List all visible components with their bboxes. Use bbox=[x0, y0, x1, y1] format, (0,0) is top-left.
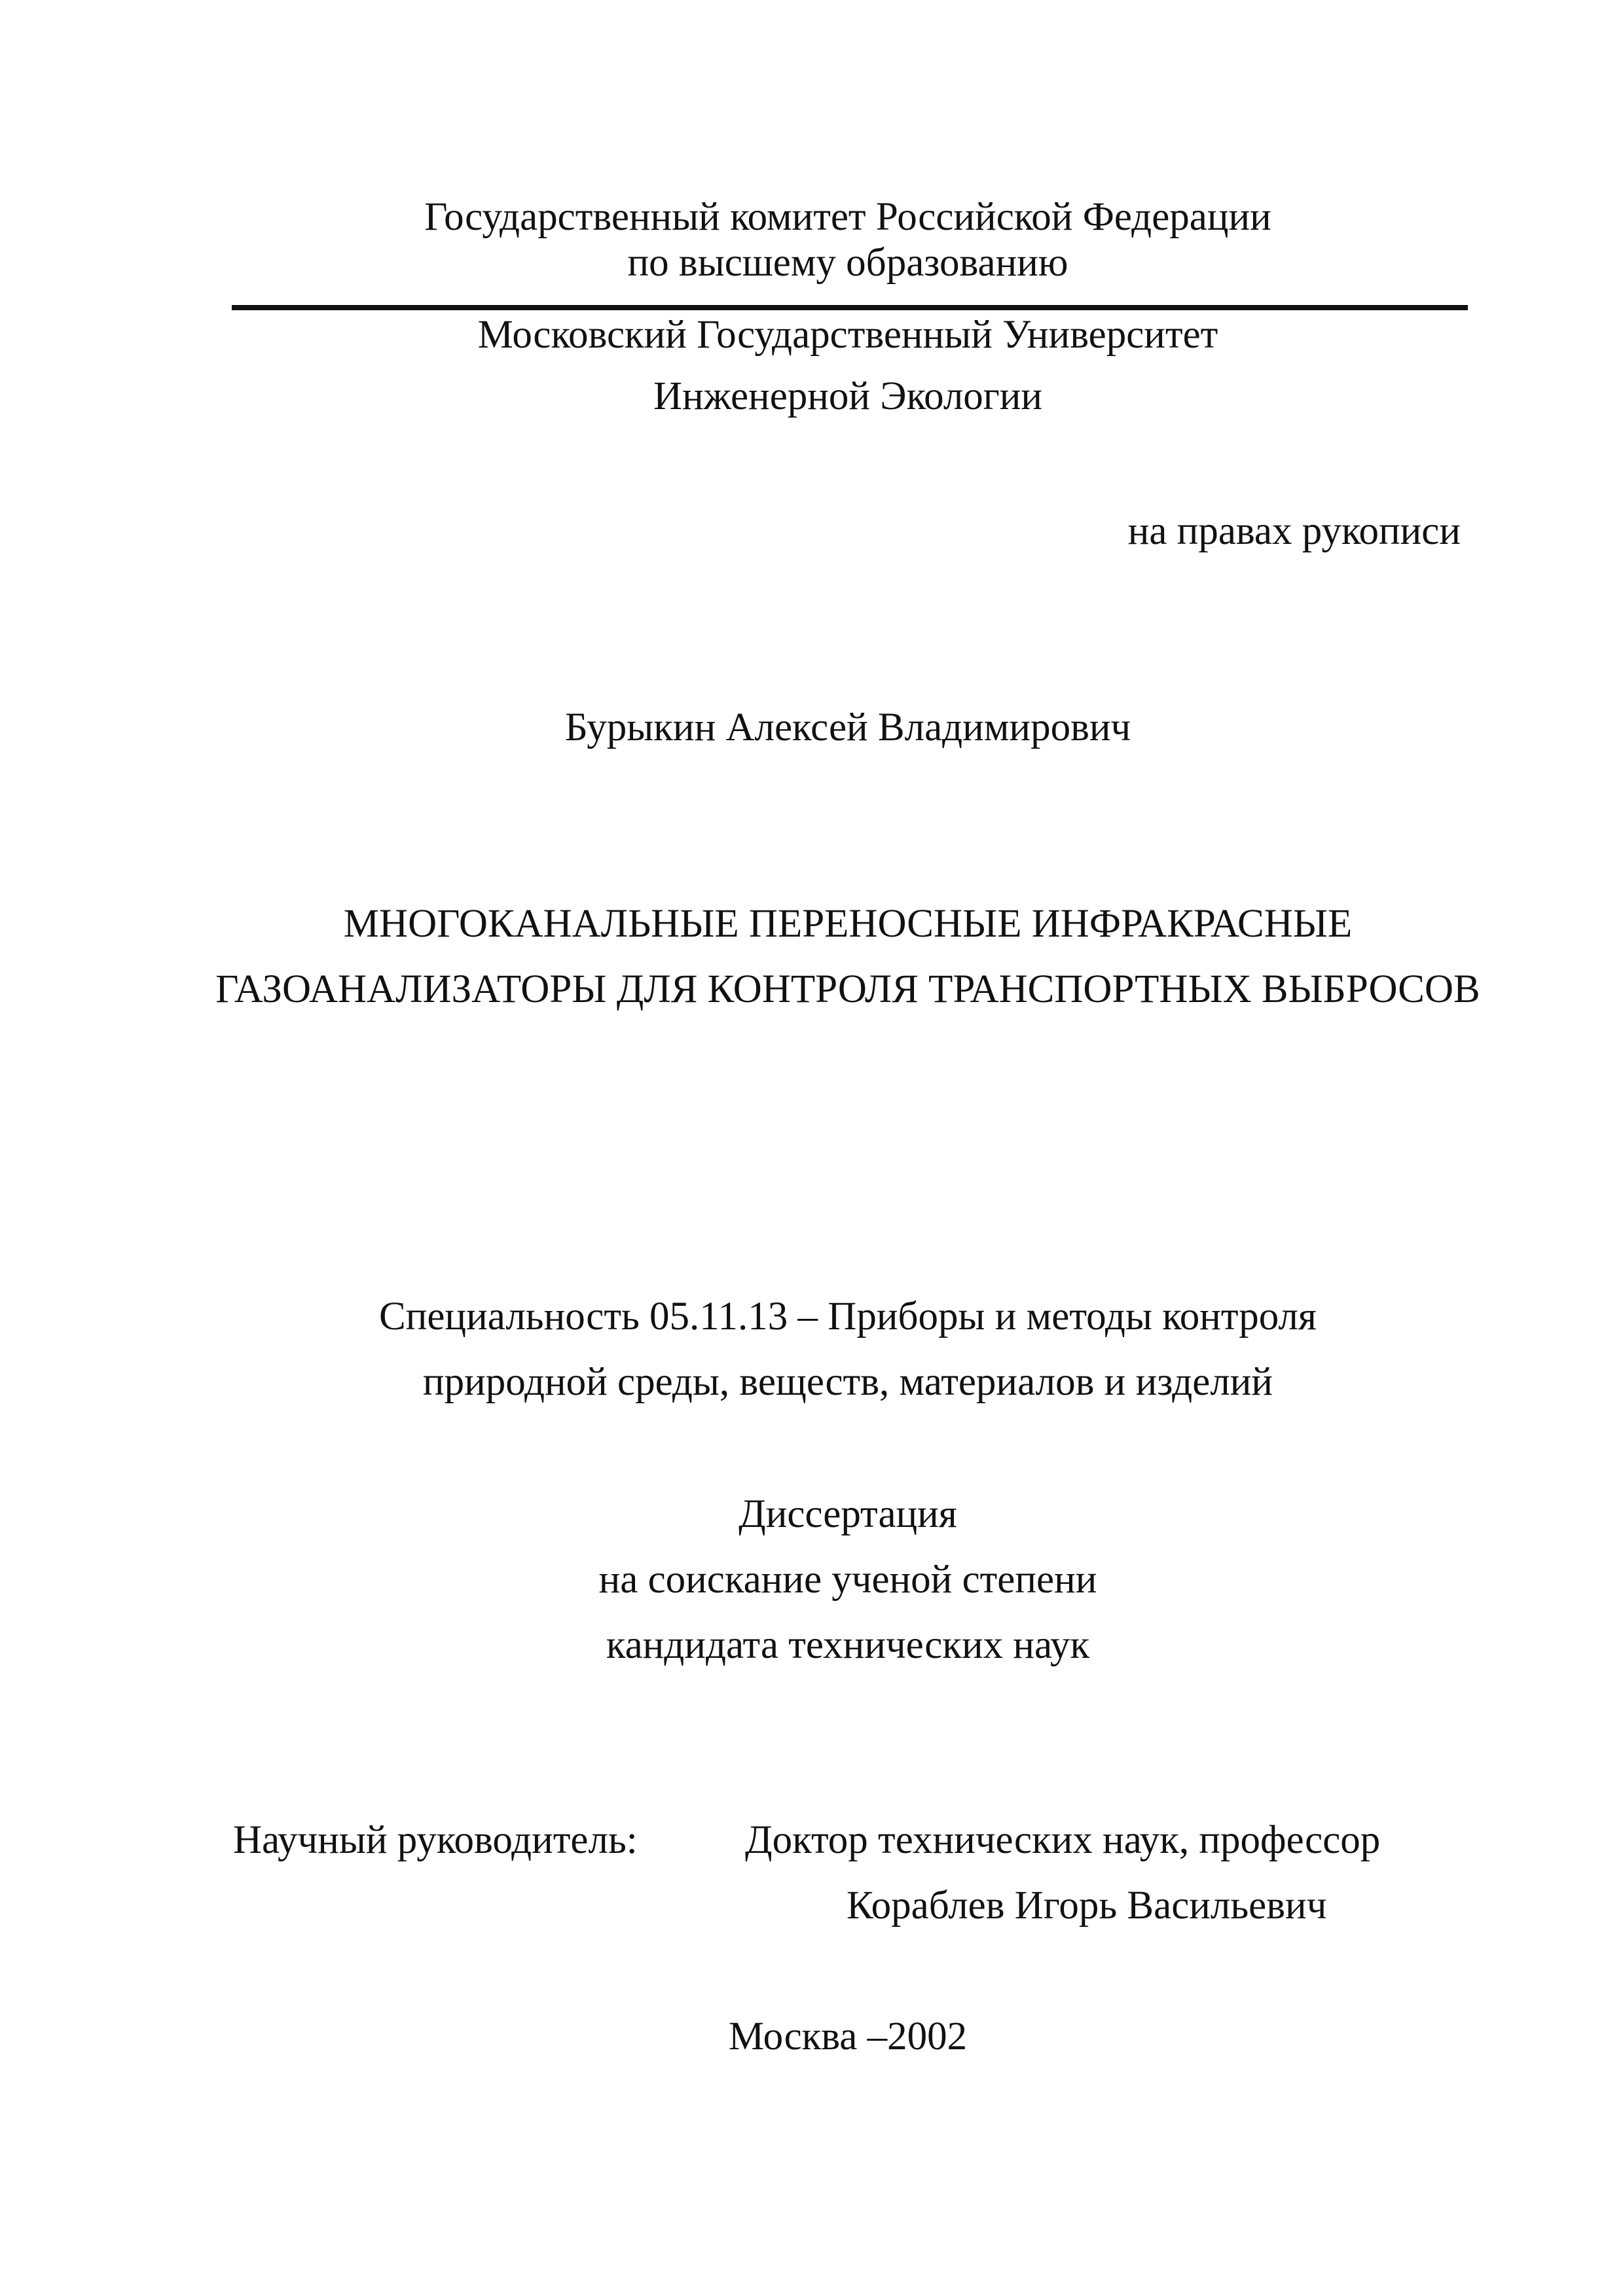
degree-line-2: кандидата технических наук bbox=[606, 1623, 1090, 1667]
header-divider bbox=[232, 305, 1468, 310]
city-year: Москва –2002 bbox=[728, 2015, 968, 2058]
university-line-1: Московский Государственный Университет bbox=[477, 313, 1218, 357]
manuscript-note: на правах рукописи bbox=[1127, 509, 1461, 553]
supervisor-label: Научный руководитель: bbox=[233, 1818, 638, 1862]
committee-line-1: Государственный комитет Российской Федерации bbox=[424, 195, 1271, 239]
dissertation-label: Диссертация bbox=[739, 1492, 957, 1536]
supervisor-degree: Доктор технических наук, профессор bbox=[745, 1818, 1381, 1862]
university-line-2: Инженерной Экологии bbox=[653, 374, 1043, 418]
specialty-line-1: Специальность 05.11.13 – Приборы и методы контроля bbox=[379, 1295, 1317, 1338]
dissertation-title-line-1: МНОГОКАНАЛЬНЫЕ ПЕРЕНОСНЫЕ ИНФРАКРАСНЫЕ bbox=[343, 902, 1353, 946]
author-name: Бурыкин Алексей Владимирович bbox=[564, 706, 1131, 749]
supervisor-name: Кораблев Игорь Васильевич bbox=[847, 1884, 1327, 1928]
specialty-line-2: природной среды, веществ, материалов и изделий bbox=[422, 1360, 1273, 1404]
dissertation-title-line-2: ГАЗОАНАЛИЗАТОРЫ ДЛЯ КОНТРОЛЯ ТРАНСПОРТНЫХ ВЫБРОСОВ bbox=[215, 967, 1480, 1011]
committee-line-2: по высшему образованию bbox=[627, 241, 1068, 285]
degree-line-1: на соискание ученой степени bbox=[598, 1558, 1097, 1602]
